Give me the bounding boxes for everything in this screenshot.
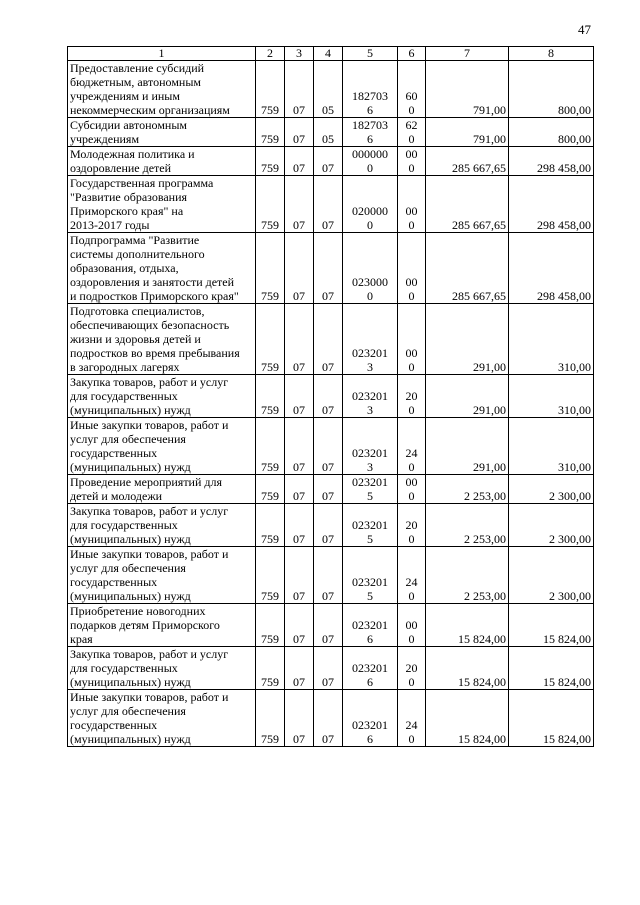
row-expense-type-cell: 62 0 xyxy=(398,118,426,147)
row-amount-2016-cell: 15 824,00 xyxy=(509,690,594,747)
table-row xyxy=(68,504,594,547)
row-expense-type-cell: 20 0 xyxy=(398,504,426,547)
table-row xyxy=(68,547,594,604)
row-subsection-cell: 07 xyxy=(314,375,343,418)
row-target-article-cell: 023201 3 xyxy=(343,375,398,418)
row-target-article-cell: 023201 5 xyxy=(343,504,398,547)
row-amount-2015-cell: 285 667,65 xyxy=(426,176,509,233)
row-section-cell: 07 xyxy=(285,147,314,176)
row-amount-2016-cell: 15 824,00 xyxy=(509,604,594,647)
row-amount-2016-cell: 2 300,00 xyxy=(509,547,594,604)
row-target-article-cell: 000000 0 xyxy=(343,147,398,176)
row-name-cell: Иные закупки товаров, работ и услуг для обеспечения государственных (муниципальных) нужд xyxy=(68,690,256,747)
row-code-cell: 759 xyxy=(256,475,285,504)
row-amount-2015-cell: 15 824,00 xyxy=(426,690,509,747)
row-target-article-cell: 020000 0 xyxy=(343,176,398,233)
row-code-cell: 759 xyxy=(256,118,285,147)
row-section-cell: 07 xyxy=(285,604,314,647)
row-name-cell: Предоставление субсидий бюджетным, автономным учреждениям и иным некоммерческим организациям xyxy=(68,61,256,118)
row-section-cell: 07 xyxy=(285,504,314,547)
row-code-cell: 759 xyxy=(256,547,285,604)
row-target-article-cell: 023201 5 xyxy=(343,475,398,504)
row-amount-2015-cell: 291,00 xyxy=(426,375,509,418)
row-amount-2015-cell: 15 824,00 xyxy=(426,604,509,647)
header-cell-2: 2 xyxy=(256,47,285,61)
row-amount-2016-cell: 298 458,00 xyxy=(509,176,594,233)
row-expense-type-cell: 60 0 xyxy=(398,61,426,118)
row-name-cell: Иные закупки товаров, работ и услуг для обеспечения государственных (муниципальных) нужд xyxy=(68,547,256,604)
row-name-cell: Приобретение новогодних подарков детям Приморского края xyxy=(68,604,256,647)
row-amount-2015-cell: 291,00 xyxy=(426,304,509,375)
table-row xyxy=(68,147,594,176)
table-row xyxy=(68,418,594,475)
row-amount-2015-cell: 15 824,00 xyxy=(426,647,509,690)
row-amount-2016-cell: 800,00 xyxy=(509,118,594,147)
table-row xyxy=(68,375,594,418)
row-section-cell: 07 xyxy=(285,304,314,375)
table-row xyxy=(68,118,594,147)
row-amount-2015-cell: 2 253,00 xyxy=(426,475,509,504)
row-target-article-cell: 182703 6 xyxy=(343,61,398,118)
row-code-cell: 759 xyxy=(256,504,285,547)
table-row xyxy=(68,475,594,504)
row-expense-type-cell: 00 0 xyxy=(398,604,426,647)
row-subsection-cell: 07 xyxy=(314,690,343,747)
row-amount-2016-cell: 298 458,00 xyxy=(509,147,594,176)
row-code-cell: 759 xyxy=(256,647,285,690)
row-expense-type-cell: 00 0 xyxy=(398,233,426,304)
row-amount-2016-cell: 298 458,00 xyxy=(509,233,594,304)
row-amount-2016-cell: 2 300,00 xyxy=(509,475,594,504)
row-subsection-cell: 07 xyxy=(314,475,343,504)
row-target-article-cell: 023201 6 xyxy=(343,690,398,747)
row-target-article-cell: 023201 6 xyxy=(343,647,398,690)
row-expense-type-cell: 00 0 xyxy=(398,176,426,233)
row-target-article-cell: 023201 5 xyxy=(343,547,398,604)
row-amount-2015-cell: 2 253,00 xyxy=(426,547,509,604)
row-section-cell: 07 xyxy=(285,647,314,690)
table-row xyxy=(68,176,594,233)
row-section-cell: 07 xyxy=(285,176,314,233)
page-number: 47 xyxy=(578,22,591,37)
row-section-cell: 07 xyxy=(285,475,314,504)
header-cell-7: 7 xyxy=(426,47,509,61)
row-section-cell: 07 xyxy=(285,418,314,475)
row-amount-2016-cell: 310,00 xyxy=(509,418,594,475)
row-subsection-cell: 07 xyxy=(314,547,343,604)
row-amount-2016-cell: 15 824,00 xyxy=(509,647,594,690)
row-subsection-cell: 07 xyxy=(314,147,343,176)
row-subsection-cell: 05 xyxy=(314,118,343,147)
row-name-cell: Закупка товаров, работ и услуг для государственных (муниципальных) нужд xyxy=(68,504,256,547)
row-amount-2016-cell: 310,00 xyxy=(509,375,594,418)
row-amount-2015-cell: 791,00 xyxy=(426,61,509,118)
row-name-cell: Иные закупки товаров, работ и услуг для обеспечения государственных (муниципальных) нужд xyxy=(68,418,256,475)
row-expense-type-cell: 20 0 xyxy=(398,647,426,690)
row-name-cell: Государственная программа "Развитие образования Приморского края" на 2013-2017 годы xyxy=(68,176,256,233)
row-code-cell: 759 xyxy=(256,304,285,375)
header-cell-8: 8 xyxy=(509,47,594,61)
row-name-cell: Закупка товаров, работ и услуг для государственных (муниципальных) нужд xyxy=(68,375,256,418)
table-header-row xyxy=(68,47,594,61)
row-amount-2016-cell: 800,00 xyxy=(509,61,594,118)
row-section-cell: 07 xyxy=(285,547,314,604)
row-expense-type-cell: 00 0 xyxy=(398,304,426,375)
row-section-cell: 07 xyxy=(285,690,314,747)
row-expense-type-cell: 24 0 xyxy=(398,547,426,604)
row-code-cell: 759 xyxy=(256,176,285,233)
row-subsection-cell: 07 xyxy=(314,233,343,304)
row-amount-2015-cell: 285 667,65 xyxy=(426,233,509,304)
row-code-cell: 759 xyxy=(256,375,285,418)
header-cell-4: 4 xyxy=(314,47,343,61)
row-subsection-cell: 07 xyxy=(314,604,343,647)
row-section-cell: 07 xyxy=(285,233,314,304)
row-expense-type-cell: 24 0 xyxy=(398,418,426,475)
row-target-article-cell: 023000 0 xyxy=(343,233,398,304)
row-code-cell: 759 xyxy=(256,604,285,647)
table-row xyxy=(68,61,594,118)
row-expense-type-cell: 00 0 xyxy=(398,147,426,176)
table-row xyxy=(68,304,594,375)
budget-table xyxy=(67,46,594,747)
row-code-cell: 759 xyxy=(256,233,285,304)
row-expense-type-cell: 00 0 xyxy=(398,475,426,504)
header-cell-1: 1 xyxy=(68,47,256,61)
row-code-cell: 759 xyxy=(256,147,285,176)
row-amount-2015-cell: 2 253,00 xyxy=(426,504,509,547)
table-row xyxy=(68,690,594,747)
row-target-article-cell: 023201 6 xyxy=(343,604,398,647)
row-target-article-cell: 182703 6 xyxy=(343,118,398,147)
row-amount-2016-cell: 2 300,00 xyxy=(509,504,594,547)
row-section-cell: 07 xyxy=(285,375,314,418)
row-name-cell: Молодежная политика и оздоровление детей xyxy=(68,147,256,176)
row-target-article-cell: 023201 3 xyxy=(343,418,398,475)
table-row xyxy=(68,647,594,690)
header-cell-3: 3 xyxy=(285,47,314,61)
row-subsection-cell: 07 xyxy=(314,418,343,475)
row-code-cell: 759 xyxy=(256,61,285,118)
row-subsection-cell: 05 xyxy=(314,61,343,118)
row-code-cell: 759 xyxy=(256,690,285,747)
row-name-cell: Проведение мероприятий для детей и молодежи xyxy=(68,475,256,504)
table-row xyxy=(68,233,594,304)
row-subsection-cell: 07 xyxy=(314,304,343,375)
table-row xyxy=(68,604,594,647)
row-code-cell: 759 xyxy=(256,418,285,475)
row-section-cell: 07 xyxy=(285,118,314,147)
row-name-cell: Закупка товаров, работ и услуг для государственных (муниципальных) нужд xyxy=(68,647,256,690)
row-name-cell: Подпрограмма "Развитие системы дополнительного образования, отдыха, оздоровления и занятости детей и подростков Приморского края" xyxy=(68,233,256,304)
row-name-cell: Подготовка специалистов, обеспечивающих безопасность жизни и здоровья детей и подростков во время пребывания в загородных лагерях xyxy=(68,304,256,375)
row-name-cell: Субсидии автономным учреждениям xyxy=(68,118,256,147)
header-cell-5: 5 xyxy=(343,47,398,61)
row-subsection-cell: 07 xyxy=(314,647,343,690)
row-section-cell: 07 xyxy=(285,61,314,118)
row-expense-type-cell: 20 0 xyxy=(398,375,426,418)
row-amount-2015-cell: 791,00 xyxy=(426,118,509,147)
header-cell-6: 6 xyxy=(398,47,426,61)
row-amount-2015-cell: 291,00 xyxy=(426,418,509,475)
row-amount-2016-cell: 310,00 xyxy=(509,304,594,375)
row-subsection-cell: 07 xyxy=(314,176,343,233)
row-expense-type-cell: 24 0 xyxy=(398,690,426,747)
row-amount-2015-cell: 285 667,65 xyxy=(426,147,509,176)
row-target-article-cell: 023201 3 xyxy=(343,304,398,375)
row-subsection-cell: 07 xyxy=(314,504,343,547)
